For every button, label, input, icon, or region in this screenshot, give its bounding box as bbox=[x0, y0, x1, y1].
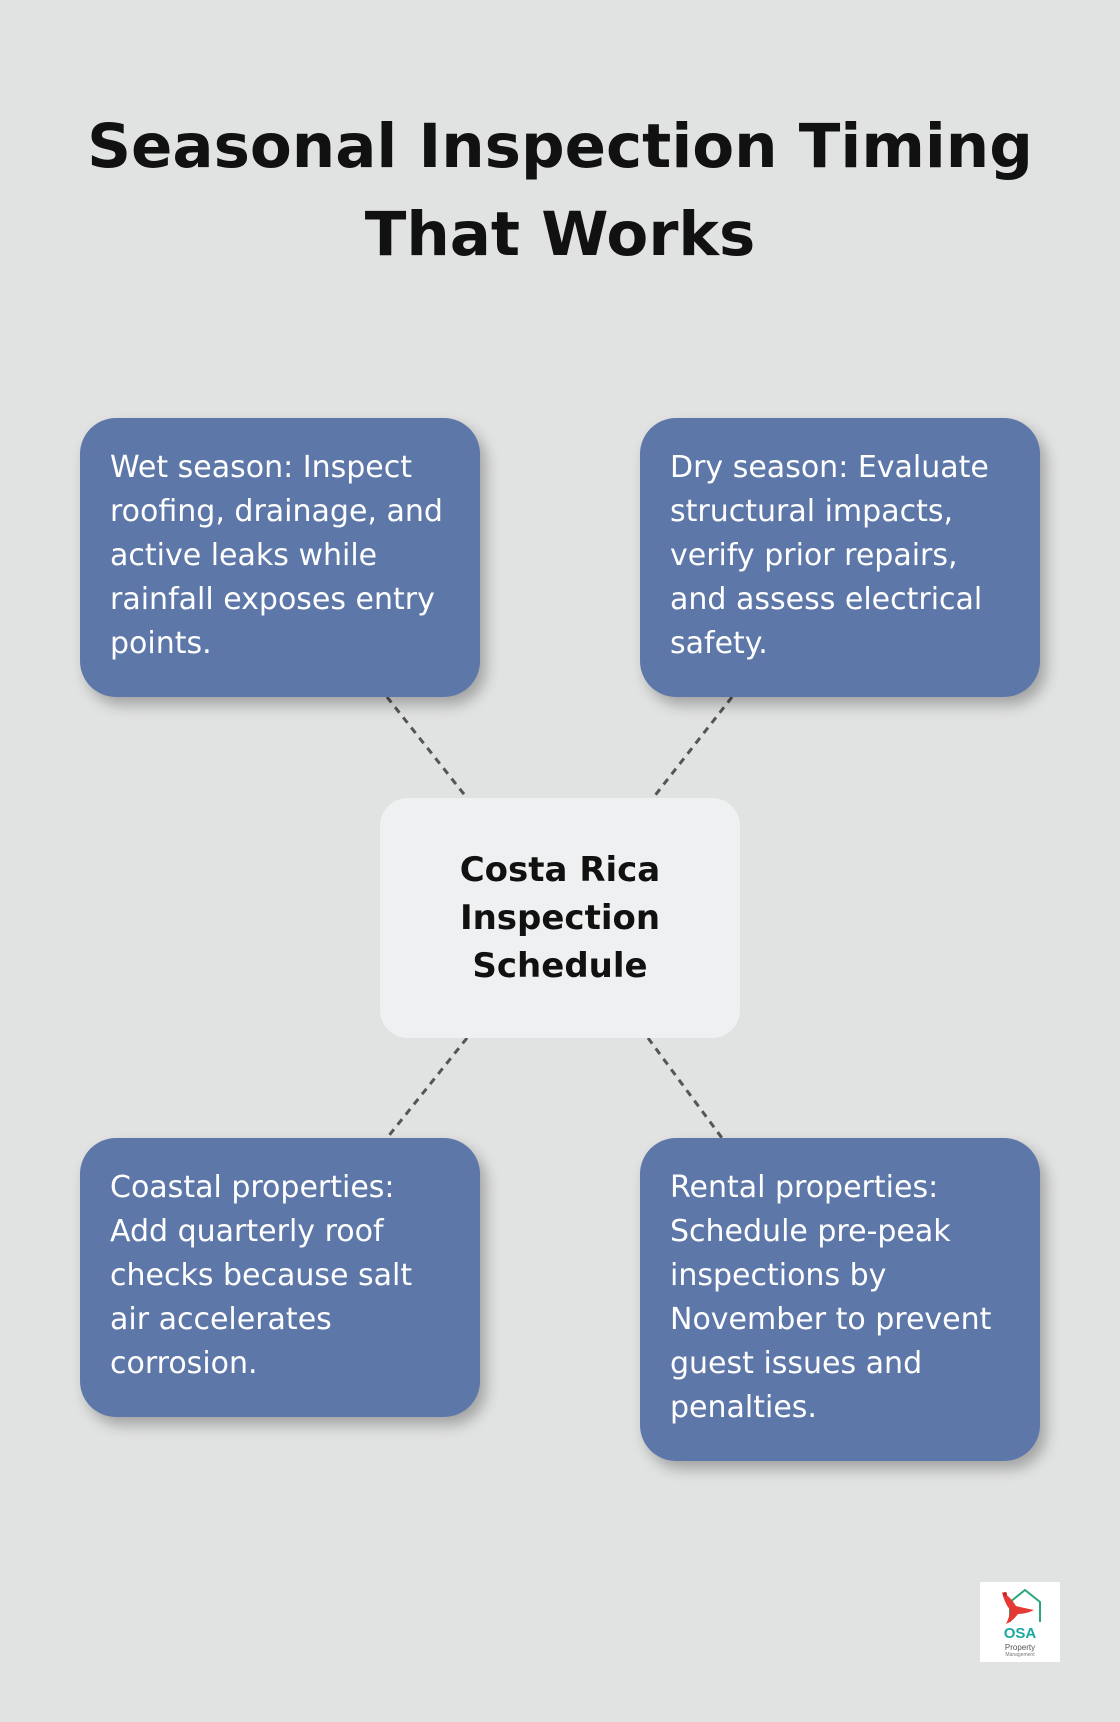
center-node bbox=[380, 798, 740, 1038]
company-logo bbox=[980, 1582, 1060, 1662]
connector-top-right bbox=[653, 697, 732, 798]
bird-house-icon bbox=[980, 1582, 1060, 1628]
connector-bottom-left bbox=[387, 1038, 467, 1138]
card-rental-properties: Rental properties: Schedule pre-peak inspections by November to prevent guest issues and penalties. bbox=[640, 1138, 1040, 1461]
connector-bottom-right bbox=[648, 1038, 722, 1138]
logo-subtitle-small: Management bbox=[1005, 1652, 1035, 1658]
center-label: Costa Rica Inspection Schedule bbox=[459, 850, 661, 986]
logo-subtitle: Property bbox=[1004, 1643, 1036, 1652]
page-title: Seasonal Inspection Timing That Works bbox=[87, 111, 1033, 270]
card-dry-season: Dry season: Evaluate structural impacts, verify prior repairs, and assess electrical safety. bbox=[640, 418, 1040, 697]
connector-top-left bbox=[387, 697, 467, 798]
card-coastal-properties: Coastal properties: Add quarterly roof checks because salt air accelerates corrosion. bbox=[80, 1138, 480, 1417]
logo-wordmark: OSA bbox=[1003, 1625, 1037, 1642]
card-wet-season: Wet season: Inspect roofing, drainage, and active leaks while rainfall exposes entry points. bbox=[80, 418, 480, 697]
